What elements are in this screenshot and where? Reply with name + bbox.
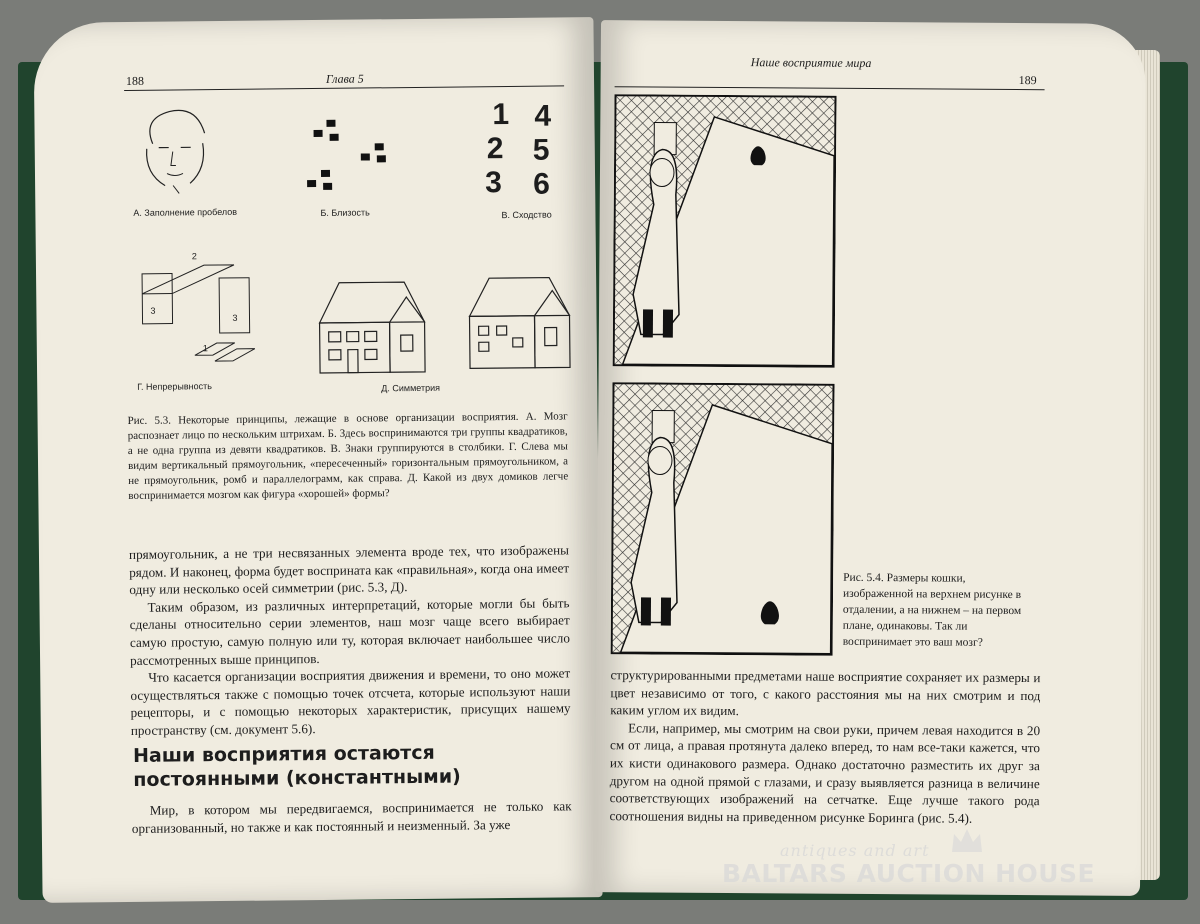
crown-icon [950, 826, 984, 856]
boring-illustration-top [613, 94, 837, 368]
face-sketch [134, 103, 215, 199]
section-heading-line-2: постоянными (константными) [133, 765, 461, 791]
body-text-right [609, 666, 1040, 827]
shape-mark: 3 [232, 312, 238, 323]
continuity-shapes [134, 242, 285, 369]
page-number-left: 188 [125, 73, 145, 88]
label-continuity: Г. Непрерывность [137, 381, 212, 392]
figure-caption-5-3: Рис. 5.3. Некоторые принципы, лежащие в основе организации восприятия. А. Мозг распознает лицо по нескольким штрихам. Б. Здесь воспринимаются три группы квадратиков, а не одна группа из девяти квадратиков. В. Знаки группируются в столбики. Г. Слева мы видим вертикальный прямоугольник, «пересеченный» горизонтальным прямоугольником, а не прямоугольник, ромб и параллелограмм, как справа. Д. Какой из двух домиков легче воспринимается мозгом как фигура «хорошей» формы? [127, 410, 569, 502]
page-number-right: 189 [1018, 73, 1037, 88]
figure-caption-5-4: Рис. 5.4. Размеры кошки, изображенной на верхнем рисунке в отдалении, а на нижнем – на первом плане, одинаковы. Так ли воспринимает это ваш мозг? [842, 571, 1022, 649]
paragraph: прямоугольник, а не три несвязанных элемента вроде тех, что изображены рядом. И наконец, форма будет восприната как «правильная», когда она имеет одну или несколько осей симметрии (рис. 5.3, Д). [128, 542, 570, 598]
digit: 5 [532, 133, 550, 167]
proximity-square [375, 143, 384, 150]
proximity-square [377, 155, 386, 162]
label-gap-filling: А. Заполнение пробелов [133, 206, 238, 218]
digit: 2 [486, 132, 504, 166]
shape-mark: 3 [150, 305, 156, 316]
running-head-left: Глава 5 [325, 71, 364, 86]
paragraph: Что касается организации восприятия движения и времени, то оно может осуществляться также с помощью точек отсчета, которые используют наши рецепторы, и с помощью некоторых характеристик, присущих нашему пространству (см. документ 5.6). [130, 665, 571, 738]
proximity-square [307, 180, 316, 187]
symmetry-houses [314, 275, 585, 378]
proximity-square [361, 153, 370, 160]
section-heading-line-1: Наши восприятия остаются [132, 741, 435, 767]
boring-illustration-bottom [611, 382, 835, 656]
paragraph: Если, например, мы смотрим на свои руки, причем левая находится в 20 см от лица, а правая протянута далеко вперед, то нам все-таки кажется, что их кисти одинакового размера. Однако достаточно разместить их друг за другом на одной прямой с глазами, и сразу выявляется разница в величине соответствующих изображений на сетчатке. Еще лучше такого рода соотношения видны на приведенном рисунке Боринга (рис. 5.4). [609, 720, 1041, 826]
proximity-square [326, 120, 335, 127]
left-page [33, 17, 602, 903]
digit: 4 [534, 99, 552, 133]
right-page [595, 20, 1146, 896]
shape-mark: 1 [202, 343, 208, 354]
label-symmetry: Д. Симметрия [381, 382, 441, 394]
paragraph: структурированными предметами наше восприятие сохраняет их размеры и цвет независимо от того, с какого расстояния мы на них смотрим и под каким углом их видим. [610, 667, 1041, 719]
shape-mark: 2 [191, 251, 197, 262]
label-similarity: В. Сходство [501, 209, 552, 221]
watermark-brand: BALTARS AUCTION HOUSE [722, 859, 1096, 888]
digit: 6 [532, 167, 550, 201]
header-rule-right [615, 86, 1045, 90]
proximity-square [330, 134, 339, 141]
paragraph: Мир, в котором мы передвигаемся, воспринимается не только как организованный, но также и как постоянный и неизменный. За уже [131, 798, 572, 836]
digit: 1 [492, 97, 510, 132]
digit: 3 [484, 166, 502, 200]
paragraph: Таким образом, из различных интерпретаций, которые могли бы быть сделаны относительно серии элементов, наш мозг чаще всего выбирает самую простую, самую полную или ту, которая включает наибольшее число рассмотренных выше принципов. [129, 595, 570, 668]
proximity-square [321, 170, 330, 177]
label-proximity: Б. Близость [320, 207, 370, 218]
body-text-left [129, 541, 571, 739]
closing-text-left [132, 797, 572, 837]
running-head-right: Наше восприятие мира [750, 55, 872, 70]
proximity-square [314, 130, 323, 137]
watermark-tagline: antiques and art [780, 841, 930, 860]
proximity-square [323, 183, 332, 190]
